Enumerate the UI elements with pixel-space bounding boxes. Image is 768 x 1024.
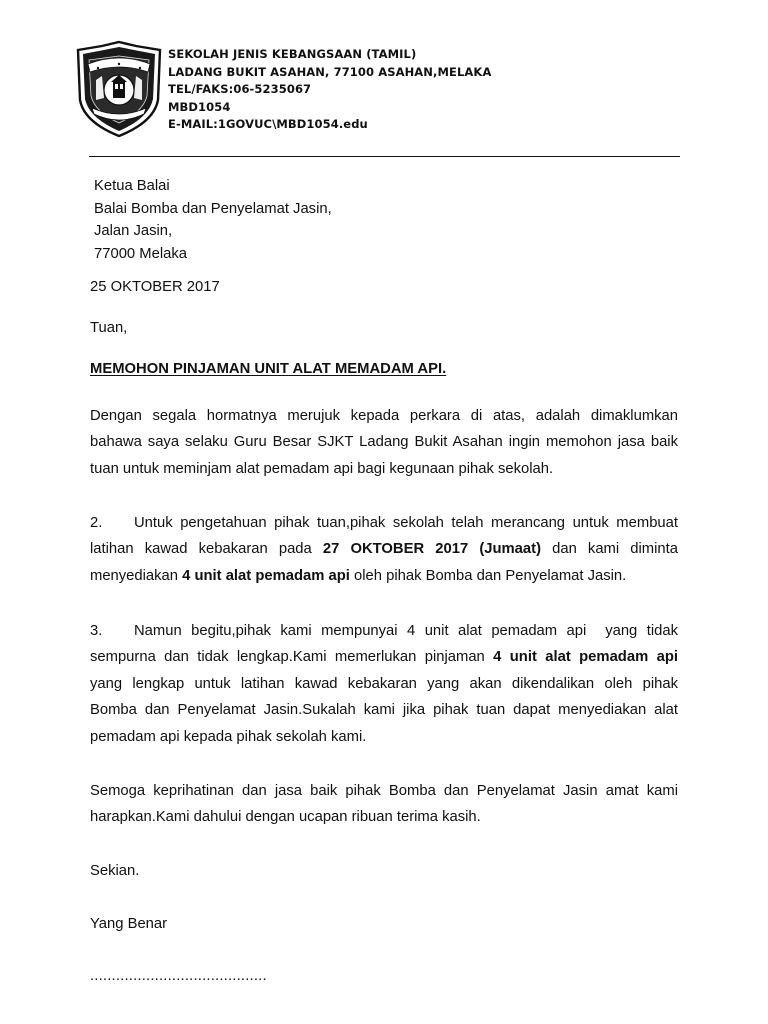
letter-date: 25 OKTOBER 2017 [90,279,220,295]
signature-line: ......................................... [90,968,267,984]
paragraph-line [90,536,678,562]
paragraph-line: Dengan segala hormatnya merujuk kepada perkara di atas, adalah dimaklumkan [90,408,678,424]
school-info [168,46,491,134]
school-code: MBD1054 [168,99,231,114]
paragraph-line: yang lengkap untuk latihan kawad kebakaran yang akan dikendalikan oleh pihak [90,675,678,692]
paragraph-line: pemadam api kepada pihak sekolah kami. [90,728,367,745]
paragraph-text: Namun begitu,pihak kami mempunyai 4 unit alat pemadam api yang tidak [134,623,678,639]
paragraph-4 [90,778,678,831]
paragraph-line [90,618,678,644]
school-name: SEKOLAH JENIS KEBANGSAAN (TAMIL) [168,47,417,61]
paragraph-text: Untuk pengetahuan pihak tuan,pihak sekolah telah merancang untuk membuat [134,515,678,531]
paragraph-number: 3. [90,623,103,639]
school-address: LADANG BUKIT ASAHAN, 77100 ASAHAN,MELAKA [168,64,492,79]
paragraph-line: Bomba dan Penyelamat Jasin.Sukalah kami jika pihak tuan dapat menyediakan alat [90,702,678,719]
paragraph-line [90,644,678,670]
sign-off: Yang Benar [90,916,168,932]
paragraph-text: sempurna dan tidak lengkap.Kami memerlukan pinjaman [90,649,494,666]
school-phone: TEL/FAKS:06-5235067 [168,82,312,97]
recipient-line: 77000 Melaka [94,245,187,262]
paragraph-text: dan kami diminta [541,541,678,558]
salutation: Tuan, [90,320,128,336]
paragraph-line: tuan untuk meminjam alat pemadam api bagi kegunaan pihak sekolah. [90,460,554,477]
paragraph-line: harapkan.Kami dahului dengan ucapan ribuan terima kasih. [90,809,481,826]
letter-subject: MEMOHON PINJAMAN UNIT ALAT MEMADAM API. [90,361,447,377]
paragraph-text: oleh pihak Bomba dan Penyelamat Jasin. [349,567,627,584]
paragraph-1 [90,403,678,482]
recipient-address [94,175,332,265]
unit-count: 4 unit alat pemadam api [182,567,350,584]
paragraph-line: bahawa saya selaku Guru Besar SJKT Ladang Bukit Asahan ingin memohon jasa baik [90,434,678,451]
recipient-line: Balai Bomba dan Penyelamat Jasin, [94,200,332,217]
paragraph-line [90,563,678,589]
recipient-line: Ketua Balai [94,178,170,194]
closing: Sekian. [90,863,140,879]
school-email: E-MAIL:1GOVUC\MBD1054.edu [168,117,368,132]
paragraph-text: menyediakan [90,567,183,584]
paragraph-line: Semoga keprihatinan dan jasa baik pihak Bomba dan Penyelamat Jasin amat kami [90,783,678,799]
paragraph-text: latihan kawad kebakaran pada [90,541,323,558]
paragraph-2 [90,510,678,589]
paragraph-line [90,510,678,536]
unit-count: 4 unit alat pemadam api [493,649,678,666]
school-crest-logo [76,40,162,138]
letterhead [76,38,696,138]
event-date: 27 OKTOBER 2017 (Jumaat) [322,541,541,558]
paragraph-number: 2. [90,515,103,531]
paragraph-3 [90,618,678,750]
recipient-line: Jalan Jasin, [94,223,173,239]
header-divider [89,156,680,157]
